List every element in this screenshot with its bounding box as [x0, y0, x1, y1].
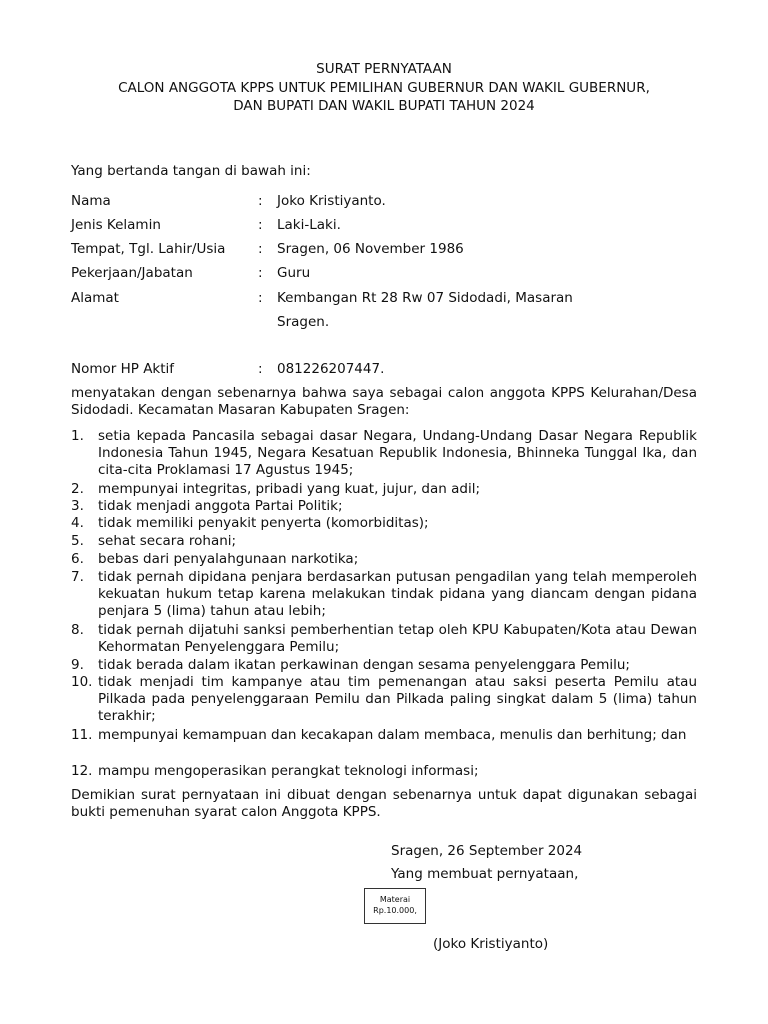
field-label-nama: Nama	[71, 193, 111, 209]
list-item-text: mempunyai integritas, pribadi yang kuat, jujur, dan adil;	[98, 481, 480, 497]
document-title: SURAT PERNYATAAN	[316, 61, 452, 77]
field-colon: :	[258, 241, 263, 257]
document-subtitle-line-1: CALON ANGGOTA KPPS UNTUK PEMILIHAN GUBERNUR DAN WAKIL GUBERNUR,	[118, 80, 650, 96]
list-item-text: tidak pernah dipidana penjara berdasarkan putusan pengadilan yang telah memperoleh kekuatan hukum tetap karena melakukan tindak pidana yang diancam dengan pidana penjara 5 (lima) tahun atau lebih;	[98, 569, 697, 619]
field-value-alamat: Kembangan Rt 28 Rw 07 Sidodadi, Masaran	[277, 290, 573, 306]
signatory-name: (Joko Kristiyanto)	[433, 936, 549, 952]
list-item-number: 7.	[71, 569, 84, 585]
list-item-text: tidak menjadi anggota Partai Politik;	[98, 498, 343, 514]
field-label-nomor-hp: Nomor HP Aktif	[71, 361, 175, 377]
field-colon: :	[258, 193, 263, 209]
list-item-number: 12.	[71, 763, 93, 779]
list-item-number: 11.	[71, 727, 93, 743]
field-value-nama: Joko Kristiyanto.	[277, 193, 386, 209]
list-item-number: 9.	[71, 657, 84, 673]
field-label-pekerjaan: Pekerjaan/Jabatan	[71, 265, 193, 281]
field-colon: :	[258, 290, 263, 306]
list-item-number: 4.	[71, 515, 84, 531]
intro-text: Yang bertanda tangan di bawah ini:	[71, 163, 311, 179]
list-item-number: 10.	[71, 674, 93, 690]
materai-amount: Rp.10.000,	[373, 906, 417, 915]
signature-maker-label: Yang membuat pernyataan,	[391, 866, 579, 882]
field-label-jenis-kelamin: Jenis Kelamin	[71, 217, 161, 233]
list-item-number: 5.	[71, 533, 84, 549]
field-colon: :	[258, 217, 263, 233]
list-item-number: 1.	[71, 428, 84, 444]
list-item-text: mampu mengoperasikan perangkat teknologi informasi;	[98, 763, 479, 779]
list-item-text: tidak pernah dijatuhi sanksi pemberhentian tetap oleh KPU Kabupaten/Kota atau Dewan Kehormatan Penyelenggara Pemilu;	[98, 622, 697, 655]
list-item-text: mempunyai kemampuan dan kecakapan dalam membaca, menulis dan berhitung; dan	[98, 727, 687, 743]
field-label-alamat: Alamat	[71, 290, 119, 306]
list-item-number: 6.	[71, 551, 84, 567]
field-value-tempat-tgl-lahir: Sragen, 06 November 1986	[277, 241, 464, 257]
materai-label: Materai	[379, 895, 411, 904]
signature-place-date: Sragen, 26 September 2024	[391, 843, 583, 859]
field-value-alamat-line-2: Sragen.	[277, 314, 330, 330]
list-item-text: sehat secara rohani;	[98, 533, 237, 549]
list-item-number: 8.	[71, 622, 84, 638]
materai-stamp-box	[364, 888, 426, 924]
field-colon: :	[258, 265, 263, 281]
list-item-text: tidak memiliki penyakit penyerta (komorbiditas);	[98, 515, 429, 531]
list-item-text: bebas dari penyalahgunaan narkotika;	[98, 551, 359, 567]
statement-paragraph: menyatakan dengan sebenarnya bahwa saya sebagai calon anggota KPPS Kelurahan/Desa Sidodadi. Kecamatan Masaran Kabupaten Sragen:	[71, 385, 697, 418]
list-item-number: 2.	[71, 481, 84, 497]
list-item-text: tidak menjadi tim kampanye atau tim pemenangan atau saksi peserta Pemilu atau Pilkada pada penyelenggaraan Pemilu dan Pilkada paling singkat dalam 5 (lima) tahun terakhir;	[98, 674, 697, 724]
closing-paragraph: Demikian surat pernyataan ini dibuat dengan sebenarnya untuk dapat digunakan sebagai bukti pemenuhan syarat calon Anggota KPPS.	[71, 787, 697, 820]
field-value-jenis-kelamin: Laki-Laki.	[277, 217, 341, 233]
list-item-text: setia kepada Pancasila sebagai dasar Negara, Undang-Undang Dasar Negara Republik Indonesia Tahun 1945, Negara Kesatuan Republik Indonesia, Bhinneka Tunggal Ika, dan cita-cita Proklamasi 17 Agustus 1945;	[98, 428, 697, 478]
list-item-number: 3.	[71, 498, 84, 514]
document-subtitle-line-2: DAN BUPATI DAN WAKIL BUPATI TAHUN 2024	[233, 98, 535, 114]
field-label-tempat-tgl-lahir: Tempat, Tgl. Lahir/Usia	[71, 241, 226, 257]
field-value-pekerjaan: Guru	[277, 265, 311, 281]
field-colon: :	[258, 361, 263, 377]
field-value-nomor-hp: 081226207447.	[277, 361, 385, 377]
list-item-text: tidak berada dalam ikatan perkawinan dengan sesama penyelenggara Pemilu;	[98, 657, 630, 673]
